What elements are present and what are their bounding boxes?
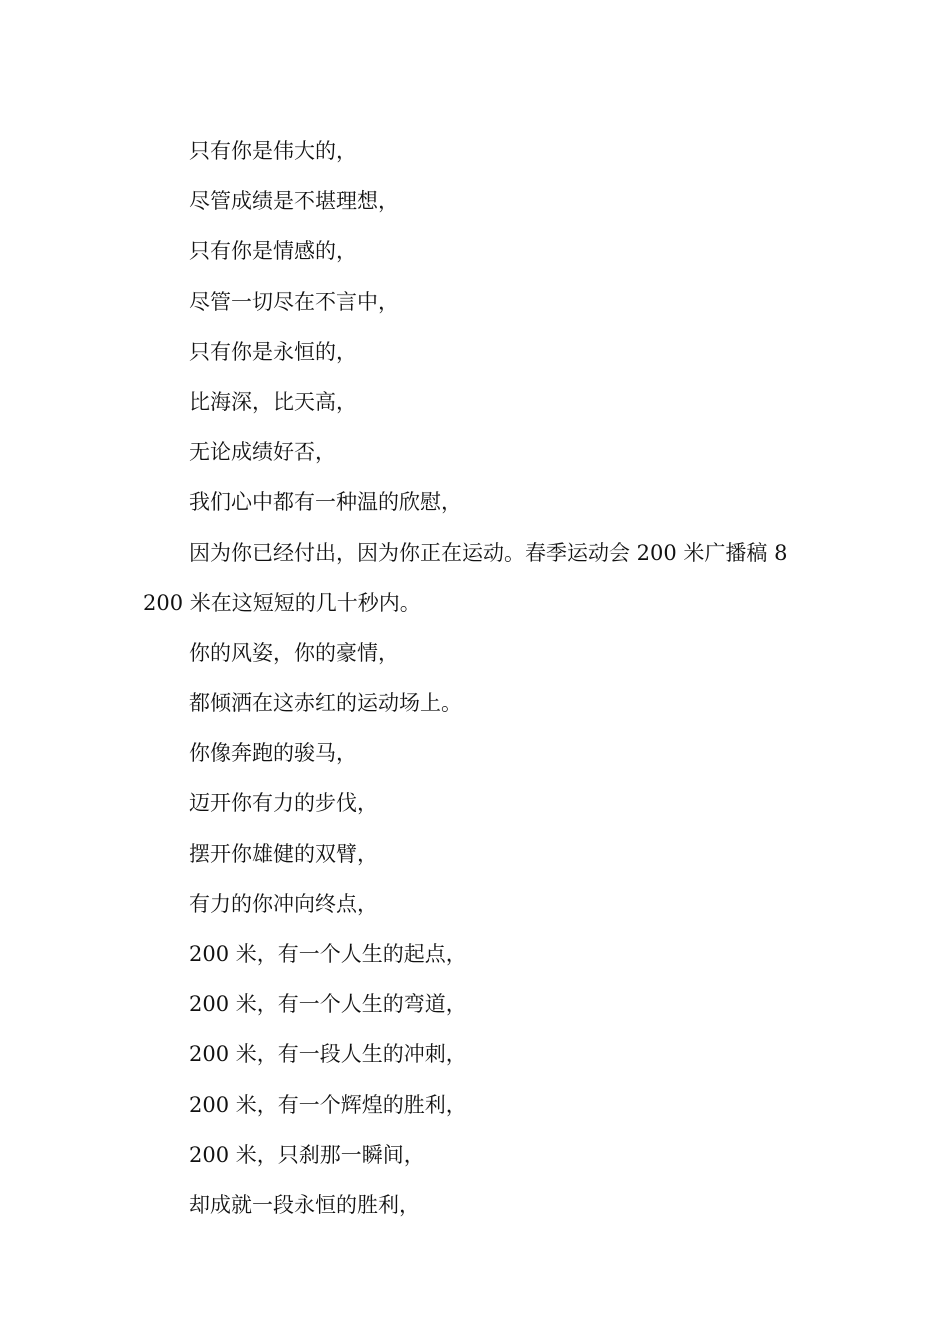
text-line: 200 米，有一个辉煌的胜利，: [189, 1092, 467, 1117]
text-line: 无论成绩好否，: [189, 440, 336, 465]
text-line: 比海深，比天高，: [189, 389, 357, 414]
text-line: 200 米，有一个人生的弯道，: [189, 992, 467, 1017]
text-line: 摆开你雄健的双臂，: [189, 841, 378, 866]
text-line: 你像奔跑的骏马，: [189, 741, 357, 766]
text-line: 200 米，只刹那一瞬间，: [189, 1142, 425, 1167]
text-line: 尽管成绩是不堪理想，: [189, 189, 399, 214]
text-line: 你的风姿，你的豪情，: [189, 640, 399, 665]
text-line: 只有你是伟大的，: [189, 139, 357, 163]
text-line: 因为你已经付出，因为你正在运动。春季运动会 200 米广播稿 8: [189, 540, 788, 565]
broadcast-text: [143, 126, 808, 1230]
text-line: 200 米，有一个人生的起点，: [189, 942, 467, 966]
text-line: 只有你是永恒的，: [189, 339, 357, 364]
text-line: 200 米在这短短的几十秒内。: [143, 590, 421, 615]
text-line: 都倾洒在这赤红的运动场上。: [189, 691, 462, 716]
text-line: 有力的你冲向终点，: [189, 891, 378, 916]
text-line: 我们心中都有一种温的欣慰，: [189, 490, 462, 515]
text-line: 尽管一切尽在不言中，: [189, 289, 399, 314]
text-line: 迈开你有力的步伐，: [189, 791, 378, 816]
text-line: 只有你是情感的，: [189, 239, 357, 264]
text-line: 却成就一段永恒的胜利，: [189, 1192, 420, 1217]
text-line: 200 米，有一段人生的冲刺，: [189, 1042, 467, 1067]
